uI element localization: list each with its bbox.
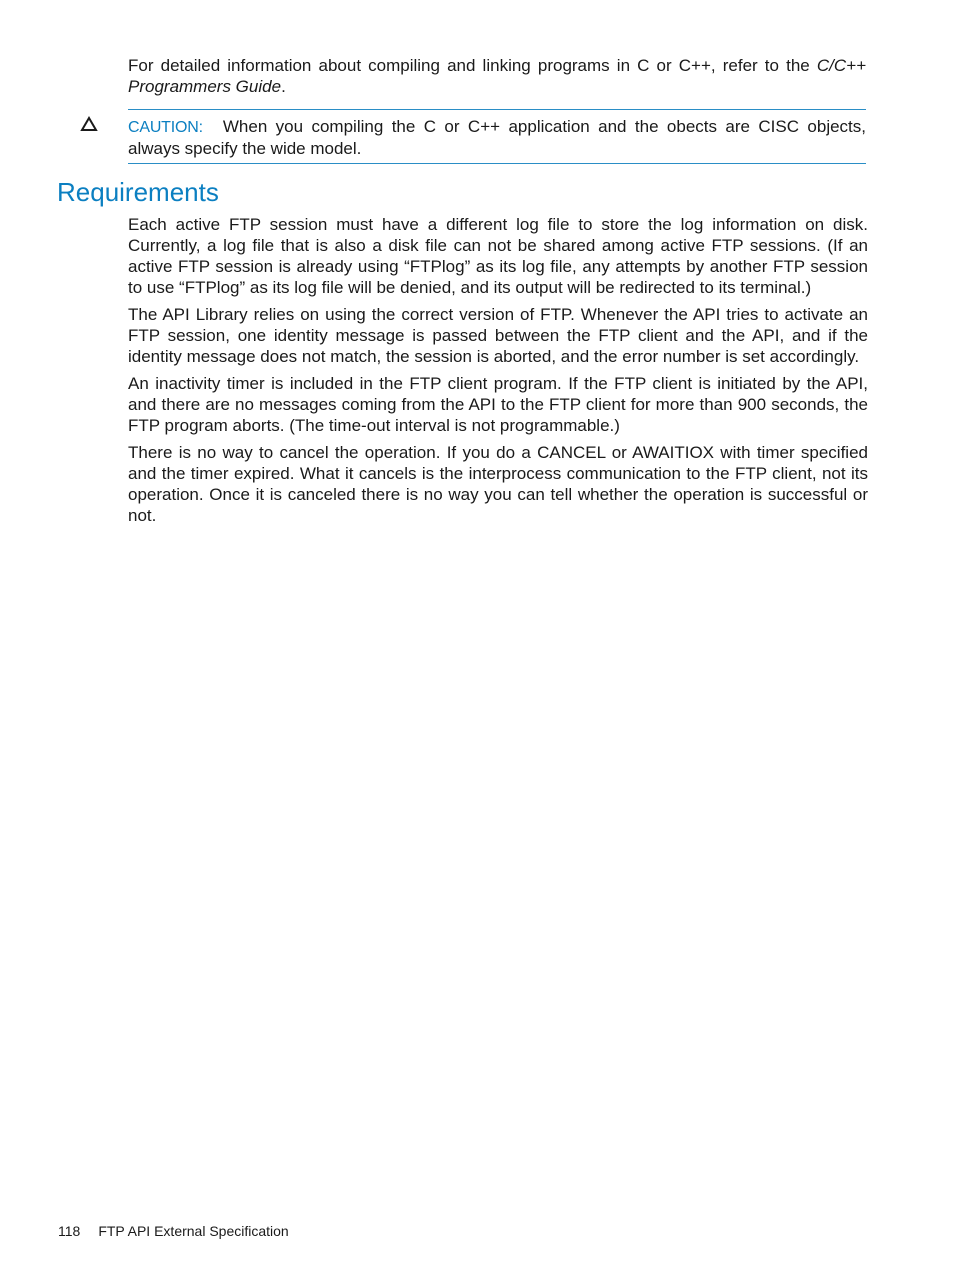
document-title: FTP API External Specification (98, 1223, 289, 1239)
guide-title: C/C++ Programmers Guide (128, 56, 866, 96)
caution-label: CAUTION: (128, 119, 203, 136)
intro-text: For detailed information about compiling and linking programs in C or C++, refer to the (128, 56, 817, 75)
paragraph: The API Library relies on using the correct version of FTP. Whenever the API tries to activate an FTP session, one identity message is passed between the FTP client and the API, and if the identity message does not match, the session is aborted, and the error number is set accordingly. (128, 305, 868, 366)
warning-triangle-icon (80, 116, 98, 132)
caution-note (128, 109, 866, 164)
section-body (128, 214, 868, 532)
paragraph: Each active FTP session must have a different log file to store the log information on disk. Currently, a log file that is also a disk file can not be shared among active FTP sessions. (If an active FTP session is already using “FTPlog” as its log file, any attempts by another FTP session to use “FTPlog” as its log file will be denied, and its output will be redirected to its terminal.) (128, 215, 868, 297)
page-number: 118 (58, 1223, 81, 1239)
caution-message: When you compiling the C or C++ application and the obects are CISC objects, always specify the wide model. (128, 117, 866, 158)
caution-text-block (128, 116, 866, 159)
section-heading: Requirements (57, 177, 219, 207)
paragraph: An inactivity timer is included in the FTP client program. If the FTP client is initiated by the API, and there are no messages coming from the API to the FTP client for more than 900 seconds, the FTP program aborts. (The time-out interval is not programmable.) (128, 374, 868, 435)
paragraph: There is no way to cancel the operation. If you do a CANCEL or AWAITIOX with timer specified and the timer expired. What it cancels is the interprocess communication to the FTP client, not its operation. Once it is canceled there is no way you can tell whether the operation is successful or not. (128, 443, 868, 525)
intro-paragraph (128, 55, 866, 97)
page-footer (58, 1222, 289, 1240)
intro-text-end: . (281, 77, 286, 96)
